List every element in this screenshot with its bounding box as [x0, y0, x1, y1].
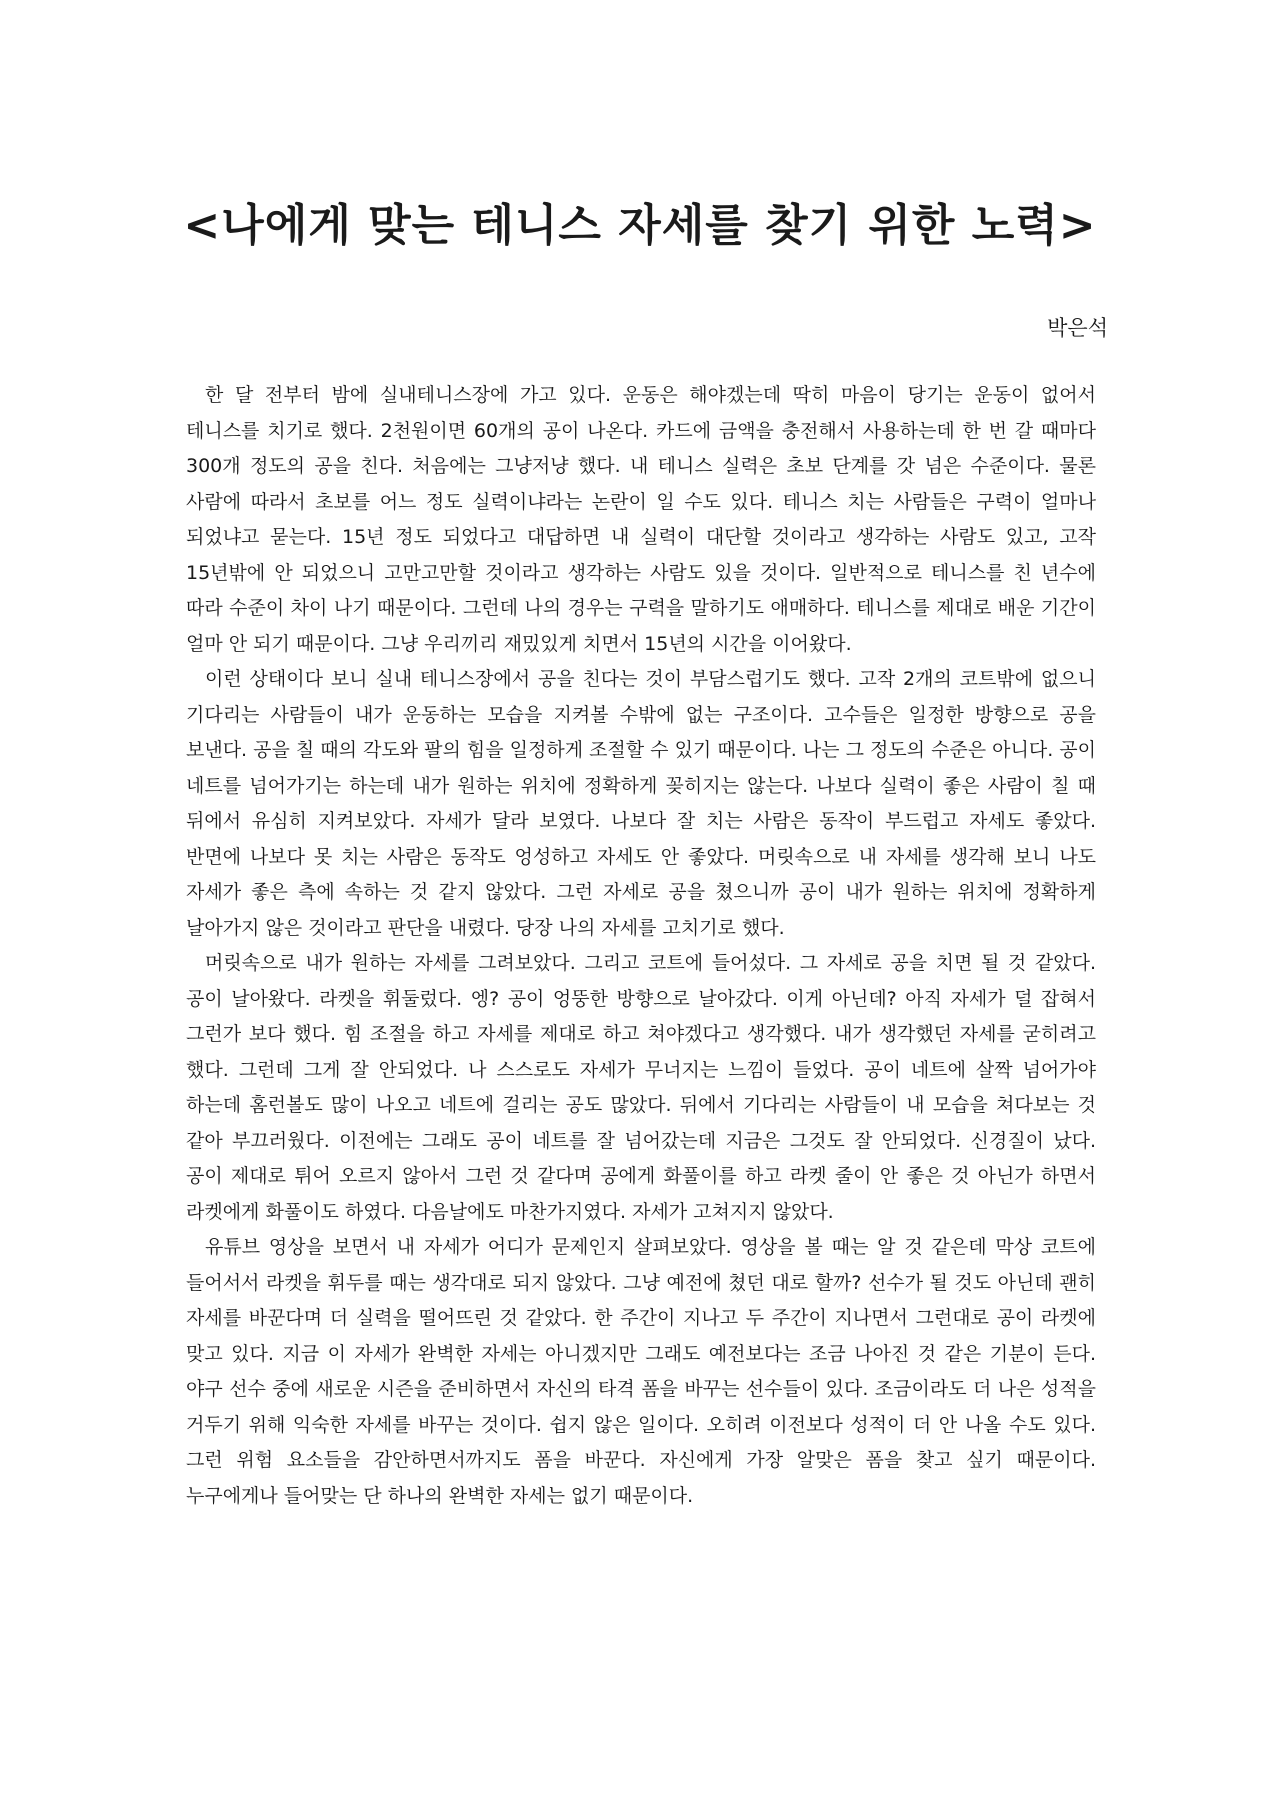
author-name: 박은석 — [1047, 316, 1108, 340]
paragraph: 유튜브 영상을 보면서 내 자세가 어디가 문제인지 살펴보았다. 영상을 볼 때는 알 것 같은데 막상 코트에 들어서서 라켓을 휘두를 때는 생각대로 되지 않았다. 그냥 예전에 쳤던 대로 할까? 선수가 될 것도 아닌데 괜히 자세를 바꾼다며 더 실력을 떨어뜨린 것 같았다. 한 주간이 지나고 두 주간이 지나면서 그런대로 공이 라켓에 맞고 있다. 지금 이 자세가 완벽한 자세는 아니겠지만 그래도 예전보다는 조금 나아진 것 같은 기분이 든다. 야구 선수 중에 새로운 시즌을 준비하면서 자신의 타격 폼을 바꾸는 선수들이 있다. 조금이라도 더 나은 성적을 거두기 위해 익숙한 자세를 바꾸는 것이다. 쉽지 않은 일이다. 오히려 이전보다 성적이 더 안 나올 수도 있다. 그런 위험 요소들을 감안하면서까지도 폼을 바꾼다. 자신에게 가장 알맞은 폼을 찾고 싶기 때문이다. 누구에게나 들어맞는 단 하나의 완벽한 자세는 없기 때문이다. — [186, 1236, 1096, 1507]
document-body — [186, 378, 1096, 1514]
paragraph: 이런 상태이다 보니 실내 테니스장에서 공을 친다는 것이 부담스럽기도 했다. 고작 2개의 코트밖에 없으니 기다리는 사람들이 내가 운동하는 모습을 지켜볼 수밖에 없는 구조이다. 고수들은 일정한 방향으로 공을 보낸다. 공을 칠 때의 각도와 팔의 힘을 일정하게 조절할 수 있기 때문이다. 나는 그 정도의 수준은 아니다. 공이 네트를 넘어가기는 하는데 내가 원하는 위치에 정확하게 꽂히지는 않는다. 나보다 실력이 좋은 사람이 칠 때 뒤에서 유심히 지켜보았다. 자세가 달라 보였다. 나보다 잘 치는 사람은 동작이 부드럽고 자세도 좋았다. 반면에 나보다 못 치는 사람은 동작도 엉성하고 자세도 안 좋았다. 머릿속으로 내 자세를 생각해 보니 나도 자세가 좋은 측에 속하는 것 같지 않았다. 그런 자세로 공을 쳤으니까 공이 내가 원하는 위치에 정확하게 날아가지 않은 것이라고 판단을 내렸다. 당장 나의 자세를 고치기로 했다. — [186, 668, 1097, 939]
paragraph: 머릿속으로 내가 원하는 자세를 그려보았다. 그리고 코트에 들어섰다. 그 자세로 공을 치면 될 것 같았다. 공이 날아왔다. 라켓을 휘둘렀다. 엥? 공이 엉뚱한 방향으로 날아갔다. 이게 아닌데? 아직 자세가 덜 잡혀서 그런가 보다 했다. 힘 조절을 하고 자세를 제대로 하고 쳐야겠다고 생각했다. 내가 생각했던 자세를 굳히려고 했다. 그런데 그게 잘 안되었다. 나 스스로도 자세가 무너지는 느낌이 들었다. 공이 네트에 살짝 넘어가야 하는데 홈런볼도 많이 나오고 네트에 걸리는 공도 많았다. 뒤에서 기다리는 사람들이 내 모습을 쳐다보는 것 같아 부끄러웠다. 이전에는 그래도 공이 네트를 잘 넘어갔는데 지금은 그것도 잘 안되었다. 신경질이 났다. 공이 제대로 튀어 오르지 않아서 그런 것 같다며 공에게 화풀이를 하고 라켓 줄이 안 좋은 것 아닌가 하면서 라켓에게 화풀이도 하였다. 다음날에도 마찬가지였다. 자세가 고쳐지지 않았다. — [186, 952, 1096, 1223]
paragraph: 한 달 전부터 밤에 실내테니스장에 가고 있다. 운동은 해야겠는데 딱히 마음이 당기는 운동이 없어서 테니스를 치기로 했다. 2천원이면 60개의 공이 나온다. 카드에 금액을 충전해서 사용하는데 한 번 갈 때마다 300개 정도의 공을 친다. 처음에는 그냥저냥 했다. 내 테니스 실력은 초보 단계를 갓 넘은 수준이다. 물론 사람에 따라서 초보를 어느 정도 실력이냐라는 논란이 일 수도 있다. 테니스 치는 사람들은 구력이 얼마나 되었냐고 묻는다. 15년 정도 되었다고 대답하면 내 실력이 대단할 것이라고 생각하는 사람도 있고, 고작 15년밖에 안 되었으니 고만고만할 것이라고 생각하는 사람도 있을 것이다. 일반적으로 테니스를 친 년수에 따라 수준이 차이 나기 때문이다. 그런데 나의 경우는 구력을 말하기도 애매하다. 테니스를 제대로 배운 기간이 얼마 안 되기 때문이다. 그냥 우리끼리 재밌있게 치면서 15년의 시간을 이어왔다. — [186, 384, 1096, 655]
document-title: <나에게 맞는 테니스 자세를 찾기 위한 노력> — [183, 200, 1097, 251]
